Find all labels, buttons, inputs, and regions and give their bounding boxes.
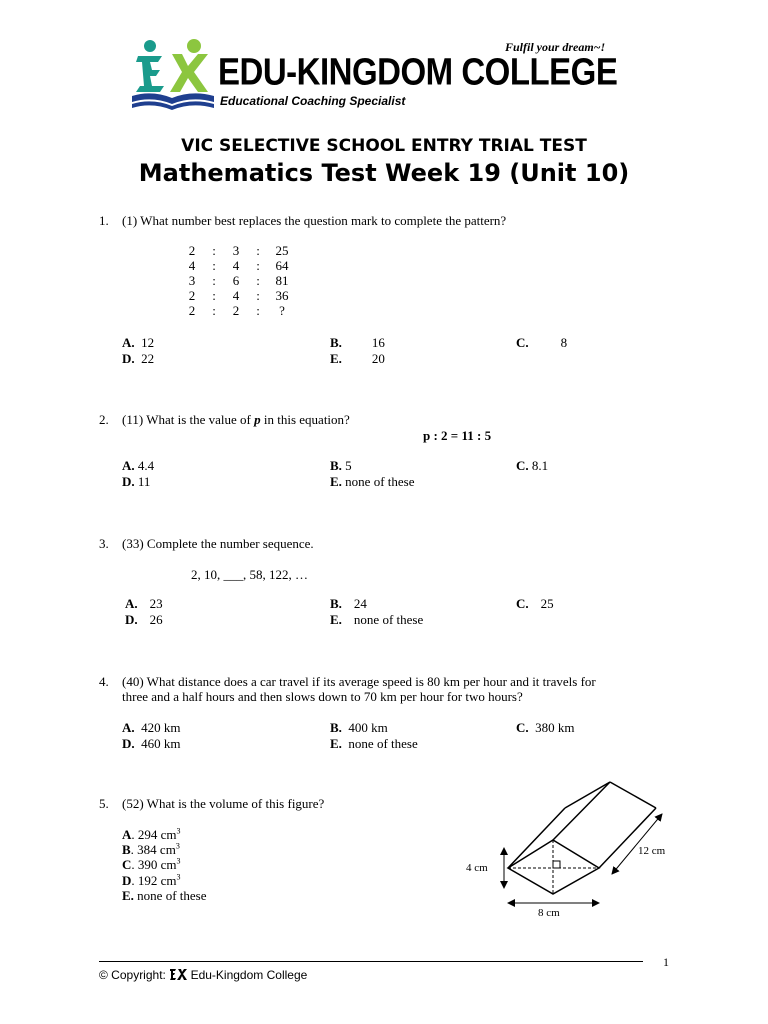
q5-option-e[interactable]: E. none of these bbox=[122, 888, 207, 903]
pattern-row: 2 : 4 : 36 bbox=[188, 288, 289, 303]
q2-equation: p : 2 = 11 : 5 bbox=[423, 428, 492, 443]
q2-option-c[interactable]: C. 8.1 bbox=[516, 458, 549, 473]
q2-option-e[interactable]: E. none of these bbox=[330, 474, 415, 489]
q2-option-d[interactable]: D. 11 bbox=[122, 474, 151, 489]
pattern-row: 2 : 3 : 25 bbox=[188, 243, 289, 258]
brand-subtitle: Educational Coaching Specialist bbox=[220, 94, 406, 108]
q1-option-c[interactable]: C. 8 bbox=[516, 335, 568, 350]
q3-number: 3. bbox=[99, 536, 109, 551]
brand-name: EDU-KINGDOM COLLEGE bbox=[218, 50, 618, 93]
q5-number: 5. bbox=[99, 796, 109, 811]
length-label: 12 cm bbox=[638, 845, 666, 857]
q2-option-b[interactable]: B. 5 bbox=[330, 458, 352, 473]
q1-pattern bbox=[181, 243, 295, 318]
q1-text: (1) What number best replaces the question mark to complete the pattern? bbox=[122, 213, 507, 228]
q5-option-a[interactable]: A. 294 $cm^3$ bbox=[122, 826, 181, 842]
footer-divider bbox=[99, 961, 643, 962]
test-title: VIC SELECTIVE SCHOOL ENTRY TRIAL TEST bbox=[181, 136, 587, 156]
q3-option-d[interactable]: D. 26 bbox=[125, 612, 163, 627]
q5-option-b[interactable]: B. 384 $cm^3$ bbox=[122, 841, 180, 857]
logo-emblem-icon bbox=[128, 38, 218, 112]
q1-option-a[interactable]: A. 12 bbox=[122, 335, 155, 350]
width-label: 8 cm bbox=[538, 907, 560, 919]
q2-text: (11) What is the value of p in this equation? bbox=[122, 412, 350, 427]
footer-logo-icon bbox=[169, 967, 187, 981]
q3-option-c[interactable]: C. 25 bbox=[516, 596, 554, 611]
q5-option-c[interactable]: C. 390 $cm^3$ bbox=[122, 856, 181, 872]
q1-option-e[interactable]: E. 20 bbox=[330, 351, 385, 366]
q2-option-a[interactable]: A. 4.4 bbox=[122, 458, 155, 473]
copyright: © Copyright: Edu-Kingdom College bbox=[99, 968, 308, 982]
q3-sequence: 2, 10, ___, 58, 122, … bbox=[191, 567, 308, 582]
q2-number: 2. bbox=[99, 412, 109, 427]
q1-option-b[interactable]: B. 16 bbox=[330, 335, 385, 350]
pattern-row: 4 : 4 : 64 bbox=[188, 258, 289, 273]
page-number: 1 bbox=[663, 955, 669, 969]
pattern-row: 3 : 6 : 81 bbox=[188, 273, 289, 288]
height-label: 4 cm bbox=[466, 862, 488, 874]
q3-option-e[interactable]: E. none of these bbox=[330, 612, 424, 627]
q4-option-d[interactable]: D. 460 km bbox=[122, 736, 181, 751]
q4-option-c[interactable]: C. 380 km bbox=[516, 720, 575, 735]
q4-text-line2: three and a half hours and then slows down to 70 km per hour for two hours? bbox=[122, 689, 523, 704]
triangular-prism-diagram bbox=[460, 776, 710, 926]
q4-text-line1: (40) What distance does a car travel if its average speed is 80 km per hour and it travels for bbox=[122, 674, 596, 689]
q3-text: (33) Complete the number sequence. bbox=[122, 536, 314, 551]
q4-option-e[interactable]: E. none of these bbox=[330, 736, 418, 751]
q3-option-a[interactable]: A. 23 bbox=[125, 596, 163, 611]
q5-prism-figure bbox=[460, 776, 710, 926]
q1-number: 1. bbox=[99, 213, 109, 228]
q4-number: 4. bbox=[99, 674, 109, 689]
test-subtitle: Mathematics Test Week 19 (Unit 10) bbox=[138, 159, 630, 187]
pattern-row: 2 : 2 : ? bbox=[188, 303, 285, 318]
q1-option-d[interactable]: D. 22 bbox=[122, 351, 155, 366]
q5-text: (52) What is the volume of this figure? bbox=[122, 796, 325, 811]
q4-option-b[interactable]: B. 400 km bbox=[330, 720, 388, 735]
q5-option-d[interactable]: D. 192 $cm^3$ bbox=[122, 872, 181, 888]
q4-option-a[interactable]: A. 420 km bbox=[122, 720, 181, 735]
logo bbox=[128, 38, 218, 112]
tagline: Fulfil your dream~! bbox=[505, 40, 606, 54]
q3-option-b[interactable]: B. 24 bbox=[330, 596, 367, 611]
